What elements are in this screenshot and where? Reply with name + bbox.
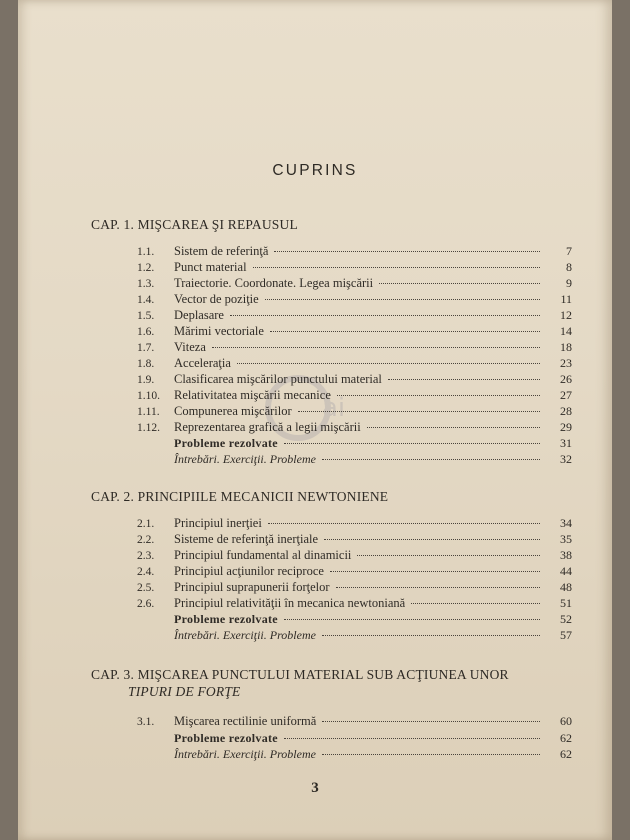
leader-dots: [322, 635, 540, 636]
entry-number: 1.8.: [137, 358, 155, 370]
leader-dots: [322, 459, 540, 460]
toc-entry[interactable]: [137, 548, 572, 564]
entry-page: 44: [560, 564, 572, 578]
leader-dots: [284, 443, 540, 444]
leader-dots: [330, 571, 540, 572]
toc-entry[interactable]: [137, 292, 572, 308]
entry-title: Compunerea mişcărilor: [174, 404, 292, 418]
entry-number: 1.9.: [137, 374, 155, 386]
entry-number: 1.10.: [137, 390, 160, 402]
toc-entry[interactable]: [137, 324, 572, 340]
entry-title: Mişcarea rectilinie uniformă: [174, 714, 317, 728]
leader-dots: [411, 603, 540, 604]
entry-page: 62: [560, 731, 572, 745]
entry-title: Sisteme de referinţă inerţiale: [174, 532, 319, 546]
entry-page: 57: [560, 628, 572, 642]
leader-dots: [284, 738, 540, 739]
entry-page: 18: [560, 340, 572, 354]
entry-page: 9: [566, 276, 572, 290]
toc-entry[interactable]: [137, 532, 572, 548]
leader-dots: [379, 283, 540, 284]
entry-title: Mărimi vectoriale: [174, 324, 264, 338]
chapter-3-heading-line1: CAP. 3. MIŞCAREA PUNCTULUI MATERIAL SUB ACŢIUNEA UNOR: [91, 667, 509, 682]
entry-page: 8: [566, 260, 572, 274]
entry-page: 32: [560, 452, 572, 466]
entry-page: 60: [560, 714, 572, 728]
toc-entry[interactable]: [137, 580, 572, 596]
leader-dots: [357, 555, 540, 556]
leader-dots: [284, 619, 540, 620]
leader-dots: [337, 395, 540, 396]
entry-number: 2.4.: [137, 566, 155, 578]
entry-title: Deplasare: [174, 308, 224, 322]
entry-title: Principiul acţiunilor reciproce: [174, 564, 324, 578]
entry-number: 1.12.: [137, 422, 160, 434]
entry-page: 12: [560, 308, 572, 322]
entry-page: 62: [560, 747, 572, 761]
entry-number: 2.1.: [137, 518, 155, 530]
entry-page: 48: [560, 580, 572, 594]
entry-title: Întrebări. Exerciţii. Probleme: [174, 452, 316, 466]
entry-number: 1.5.: [137, 310, 155, 322]
toc-entry[interactable]: [137, 356, 572, 372]
entry-title: Principiul fundamental al dinamicii: [174, 548, 352, 562]
entry-page: 52: [560, 612, 572, 626]
toc-entry-exercises[interactable]: [174, 452, 572, 468]
leader-dots: [322, 721, 540, 722]
entry-title: Întrebări. Exerciţii. Probleme: [174, 628, 316, 642]
entry-title: Traiectorie. Coordonate. Legea mişcării: [174, 276, 374, 290]
toc-entry-exercises[interactable]: [174, 628, 572, 644]
entry-number: 1.3.: [137, 278, 155, 290]
leader-dots: [388, 379, 540, 380]
entry-title: Clasificarea mişcărilor punctului material: [174, 372, 382, 386]
entry-title: Acceleraţia: [174, 356, 231, 370]
entry-number: 1.7.: [137, 342, 155, 354]
entry-title: Probleme rezolvate: [174, 612, 278, 626]
entry-page: 38: [560, 548, 572, 562]
entry-number: 3.1.: [137, 716, 155, 728]
leader-dots: [253, 267, 540, 268]
entry-page: 28: [560, 404, 572, 418]
toc-entry-solved[interactable]: [174, 612, 572, 628]
chapter-1-heading: CAP. 1. MIŞCAREA ŞI REPAUSUL: [91, 217, 298, 232]
entry-title: Viteza: [174, 340, 206, 354]
entry-page: 7: [566, 244, 572, 258]
leader-dots: [268, 523, 540, 524]
leader-dots: [367, 427, 540, 428]
entry-number: 1.2.: [137, 262, 155, 274]
entry-title: Punct material: [174, 260, 247, 274]
entry-number: 2.5.: [137, 582, 155, 594]
toc-entry[interactable]: [137, 388, 572, 404]
entry-page: 26: [560, 372, 572, 386]
entry-page: 31: [560, 436, 572, 450]
entry-title: Principiul inerţiei: [174, 516, 262, 530]
entry-number: 2.2.: [137, 534, 155, 546]
toc-entry[interactable]: [137, 516, 572, 532]
entry-number: 2.6.: [137, 598, 155, 610]
entry-title: Vector de poziţie: [174, 292, 259, 306]
toc-entry[interactable]: [137, 714, 572, 730]
entry-title: Principiul relativităţii în mecanica newtoniană: [174, 596, 406, 610]
entry-page: 29: [560, 420, 572, 434]
entry-number: 1.1.: [137, 246, 155, 258]
leader-dots: [298, 411, 540, 412]
entry-number: 2.3.: [137, 550, 155, 562]
leader-dots: [230, 315, 540, 316]
entry-page: 23: [560, 356, 572, 370]
toc-entry[interactable]: [137, 564, 572, 580]
leader-dots: [270, 331, 540, 332]
entry-page: 14: [560, 324, 572, 338]
leader-dots: [265, 299, 540, 300]
toc-entry[interactable]: [137, 420, 572, 436]
toc-entry-solved[interactable]: [174, 731, 572, 747]
toc-entry[interactable]: [137, 244, 572, 260]
leader-dots: [212, 347, 540, 348]
toc-entry[interactable]: [137, 340, 572, 356]
toc-entry-solved[interactable]: [174, 436, 572, 452]
chapter-2-heading: CAP. 2. PRINCIPIILE MECANICII NEWTONIENE: [91, 489, 389, 504]
entry-title: Întrebări. Exerciţii. Probleme: [174, 747, 316, 761]
leader-dots: [274, 251, 540, 252]
leader-dots: [237, 363, 540, 364]
chapter-3-heading: [91, 666, 509, 700]
entry-title: Probleme rezolvate: [174, 731, 278, 745]
leader-dots: [322, 754, 540, 755]
entry-title: Reprezentarea grafică a legii mişcării: [174, 420, 361, 434]
entry-page: 34: [560, 516, 572, 530]
toc-entry-exercises[interactable]: [174, 747, 572, 763]
toc-entry[interactable]: [137, 404, 572, 420]
entry-title: Probleme rezolvate: [174, 436, 278, 450]
entry-page: 27: [560, 388, 572, 402]
entry-number: 1.4.: [137, 294, 155, 306]
toc-entry[interactable]: [137, 372, 572, 388]
toc-entry[interactable]: [137, 596, 572, 612]
leader-dots: [324, 539, 540, 540]
leader-dots: [336, 587, 540, 588]
entry-page: 11: [560, 292, 572, 306]
toc-entry[interactable]: [137, 308, 572, 324]
entry-number: 1.11.: [137, 406, 160, 418]
entry-number: 1.6.: [137, 326, 155, 338]
entry-title: Relativitatea mişcării mecanice: [174, 388, 331, 402]
entry-page: 51: [560, 596, 572, 610]
page-number: 3: [311, 780, 319, 796]
page-title: CUPRINS: [272, 162, 358, 179]
entry-title: Sistem de referinţă: [174, 244, 269, 258]
chapter-3-heading-line2: TIPURI DE FORŢE: [128, 684, 241, 699]
toc-entry[interactable]: [137, 260, 572, 276]
entry-title: Principiul suprapunerii forţelor: [174, 580, 330, 594]
toc-entry[interactable]: [137, 276, 572, 292]
entry-page: 35: [560, 532, 572, 546]
